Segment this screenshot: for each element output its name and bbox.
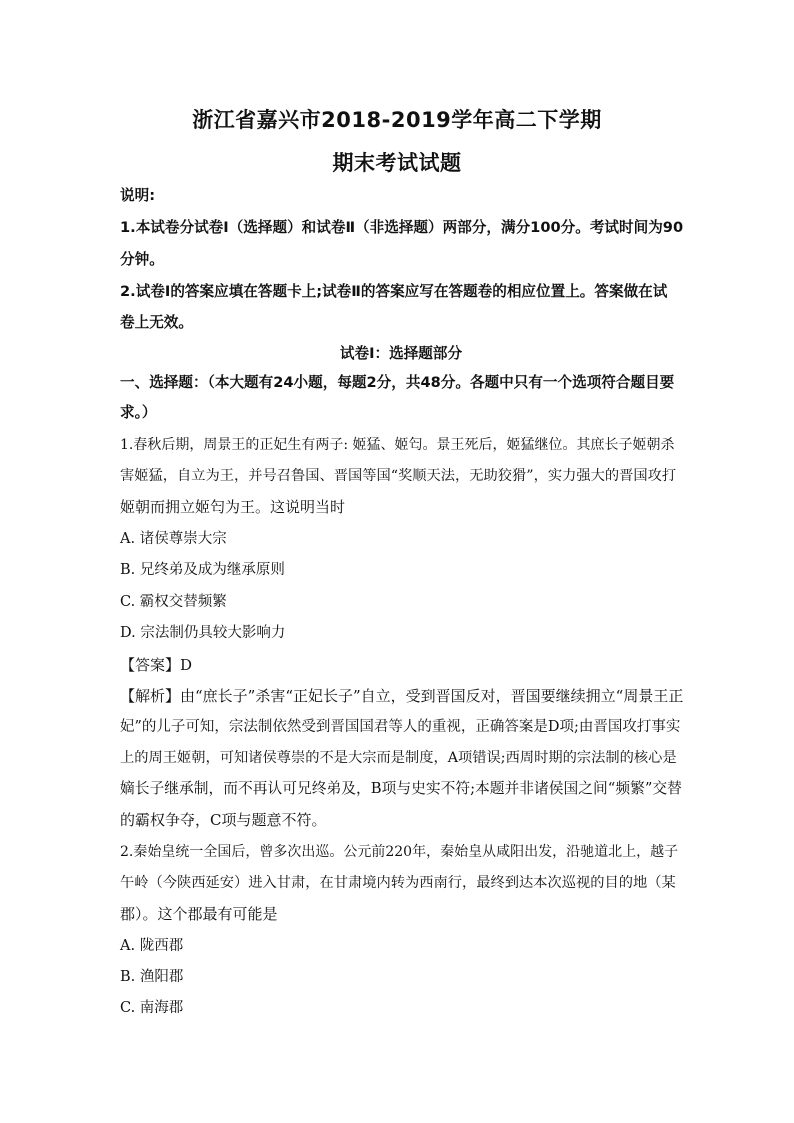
q2-stem-line: 2.秦始皇统一全国后，曾多次出巡。公元前220年，秦始皇从咸阳出发，沿驰道北上，越子 [120, 844, 679, 860]
q2-option-c: C. 南海郡 [120, 1000, 184, 1016]
q2-stem-line: 郡）。这个郡最有可能是 [120, 905, 278, 923]
document-title-line-2: 期末考试试题 [332, 151, 462, 175]
q1-option-c: C. 霸权交替频繁 [120, 594, 227, 610]
instruction-2-line-1: 2.试卷Ⅰ的答案应填在答题卡上;试卷Ⅱ的答案应写在答题卷的相应位置上。答案做在试 [120, 283, 668, 300]
section-title: 试卷Ⅰ：选择题部分 [339, 345, 463, 362]
instructions-heading: 说明: [120, 187, 156, 204]
q1-analysis-line: 的霸权争夺，C项与题意不符。 [120, 811, 327, 829]
instruction-1-line-2: 分钟。 [120, 251, 164, 268]
q1-answer: 【答案】D [120, 656, 193, 674]
q2-option-a: A. 陇西郡 [120, 938, 184, 954]
document-title-line-1: 浙江省嘉兴市2018-2019学年高二下学期 [192, 108, 602, 132]
q1-stem-line: 1.春秋后期，周景王的正妃生有两子: 姬猛、姬匄。景王死后，姬猛继位。其庶长子姬朝杀 [120, 437, 675, 453]
part-heading-line-2: 求。） [120, 404, 157, 421]
q1-analysis-line: 上的周王姬朝，可知诸侯尊崇的不是大宗而是制度，A项错误;西周时期的宗法制的核心是 [120, 750, 677, 766]
instruction-1-line-1: 1.本试卷分试卷Ⅰ（选择题）和试卷Ⅱ（非选择题）两部分，满分100分。考试时间为90 [120, 219, 684, 236]
q2-stem-line: 午岭（今陕西延安）进入甘肃，在甘肃境内转为西南行，最终到达本次巡视的目的地（某 [120, 875, 676, 891]
q1-analysis-line: 嫡长子继承制，而不再认可兄终弟及，B项与史实不符;本题并非诸侯国之间“频繁”交替 [120, 780, 682, 797]
q1-option-a: A. 诸侯尊崇大宗 [120, 531, 227, 547]
q2-option-b: B. 渔阳郡 [120, 969, 184, 985]
q1-analysis-line: 【解析】由“庶长子”杀害“正妃长子”自立，受到晋国反对，晋国要继续拥立“周景王正 [120, 687, 684, 705]
part-heading-line-1: 一、选择题：（本大题有24小题，每题2分，共48分。各题中只有一个选项符合题目要 [120, 374, 675, 391]
q1-stem-line: 姬朝而拥立姬匄为王。这说明当时 [120, 498, 346, 516]
q1-stem-line: 害姬猛，自立为王，并号召鲁国、晋国等国“奖顺天法，无助狡猾”，实力强大的晋国攻打 [120, 468, 677, 484]
q1-analysis-line: 妃”的儿子可知，宗法制依然受到晋国国君等人的重视，正确答案是D项;由晋国攻打事实 [120, 719, 681, 735]
q1-option-d: D. 宗法制仍具较大影响力 [120, 625, 286, 641]
instruction-2-line-2: 卷上无效。 [120, 314, 193, 331]
q1-option-b: B. 兄终弟及成为继承原则 [120, 562, 285, 578]
